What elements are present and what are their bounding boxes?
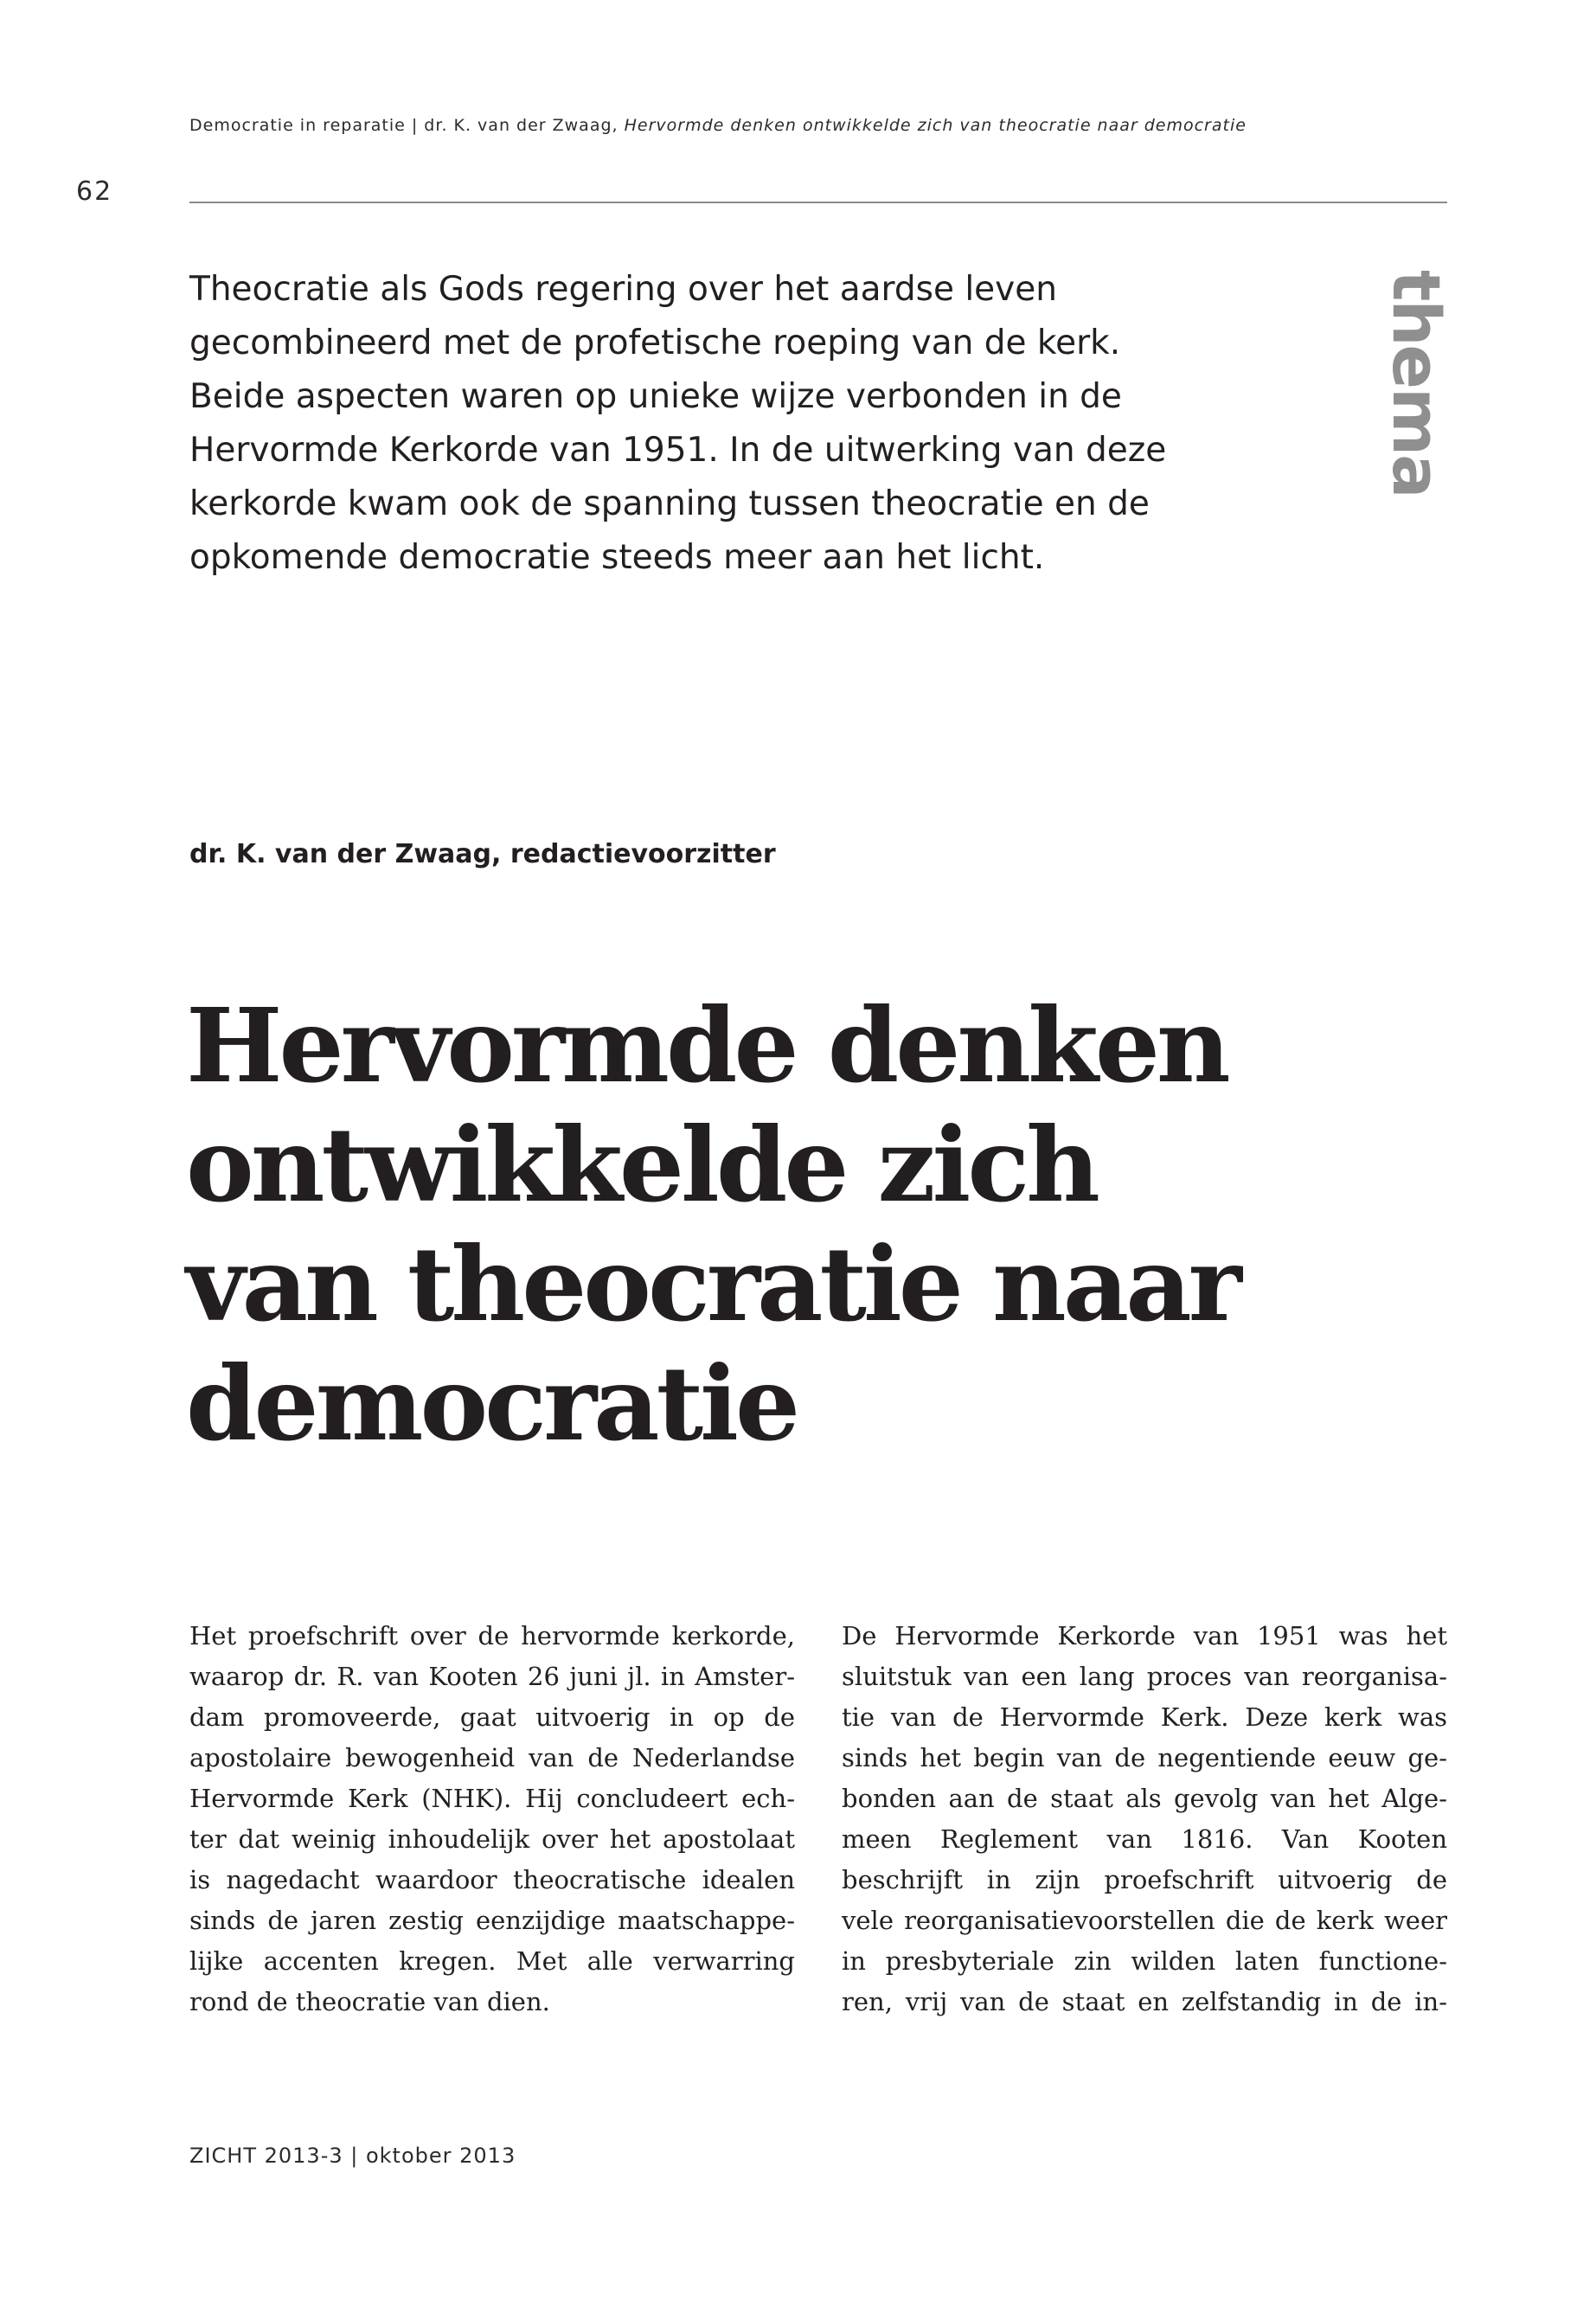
author-byline: dr. K. van der Zwaag, redactievoorzitter [189,839,776,869]
body-line: bonden aan de staat als gevolg van het Alge- [842,1784,1447,1813]
body-line: in presbyteriale zin wilden laten functione- [842,1946,1447,1976]
body-line: sinds het begin van de negentiende eeuw ge- [842,1743,1447,1772]
body-line: tie van de Hervormde Kerk. Deze kerk was [842,1702,1447,1732]
intro-line: gecombineerd met de profetische roeping van de kerk. [189,324,1121,362]
body-line: rond de theocratie van dien. [189,1987,550,2016]
body-line: sluitstuk van een lang proces van reorganisa- [842,1662,1447,1691]
body-line: lijke accenten kregen. Met alle verwarring [189,1946,795,1976]
header-rule [189,202,1447,203]
body-line: De Hervormde Kerkorde van 1951 was het [842,1621,1447,1650]
article-title [186,986,1449,1464]
body-line: apostolaire bewogenheid van de Nederlandse [189,1743,795,1772]
title-line: ontwikkelde zich [186,1105,1097,1225]
body-line: sinds de jaren zestig eenzijdige maatschappe- [189,1906,795,1935]
body-line: Hervormde Kerk (NHK). Hij concludeert ech- [189,1784,795,1813]
intro-lede [189,263,1184,585]
intro-line: kerkorde kwam ook de spanning tussen theocratie en de [189,484,1150,523]
body-line: ren, vrij van de staat en zelfstandig in de in- [842,1987,1447,2016]
intro-line: Theocratie als Gods regering over het aardse leven [189,270,1057,309]
body-line: is nagedacht waardoor theocratische idealen [189,1865,795,1894]
body-line: vele reorganisatievoorstellen die de kerk weer [842,1906,1447,1935]
body-line: Het proefschrift over de hervormde kerkorde, [189,1621,795,1650]
running-head [189,116,1247,135]
body-line: waarop dr. R. van Kooten 26 juni jl. in Amster- [189,1662,795,1691]
body-line: meen Reglement van 1816. Van Kooten [842,1824,1447,1854]
body-column-right [842,1616,1447,2022]
body-line: dam promoveerde, gaat uitvoerig in op de [189,1702,795,1732]
footer-issue: ZICHT 2013-3 | oktober 2013 [189,2144,516,2168]
title-line: democratie [186,1343,798,1464]
section-label: thema [1378,270,1455,497]
body-line: beschrijft in zijn proefschrift uitvoerig de [842,1865,1447,1894]
running-head-article-title: Hervormde denken ontwikkelde zich van theocratie naar democratie [624,116,1247,135]
intro-line: Beide aspecten waren op unieke wijze verbonden in de [189,377,1122,416]
title-line: van theocratie naar [186,1224,1239,1344]
body-column-left [189,1616,795,2022]
title-line: Hervormde denken [186,985,1227,1106]
intro-line: opkomende democratie steeds meer aan het licht. [189,538,1045,577]
body-line: ter dat weinig inhoudelijk over het apostolaat [189,1824,795,1854]
page-number: 62 [76,176,113,207]
running-head-prefix: Democratie in reparatie | dr. K. van der Zwaag, [189,116,625,135]
intro-line: Hervormde Kerkorde van 1951. In de uitwerking van deze [189,431,1167,470]
